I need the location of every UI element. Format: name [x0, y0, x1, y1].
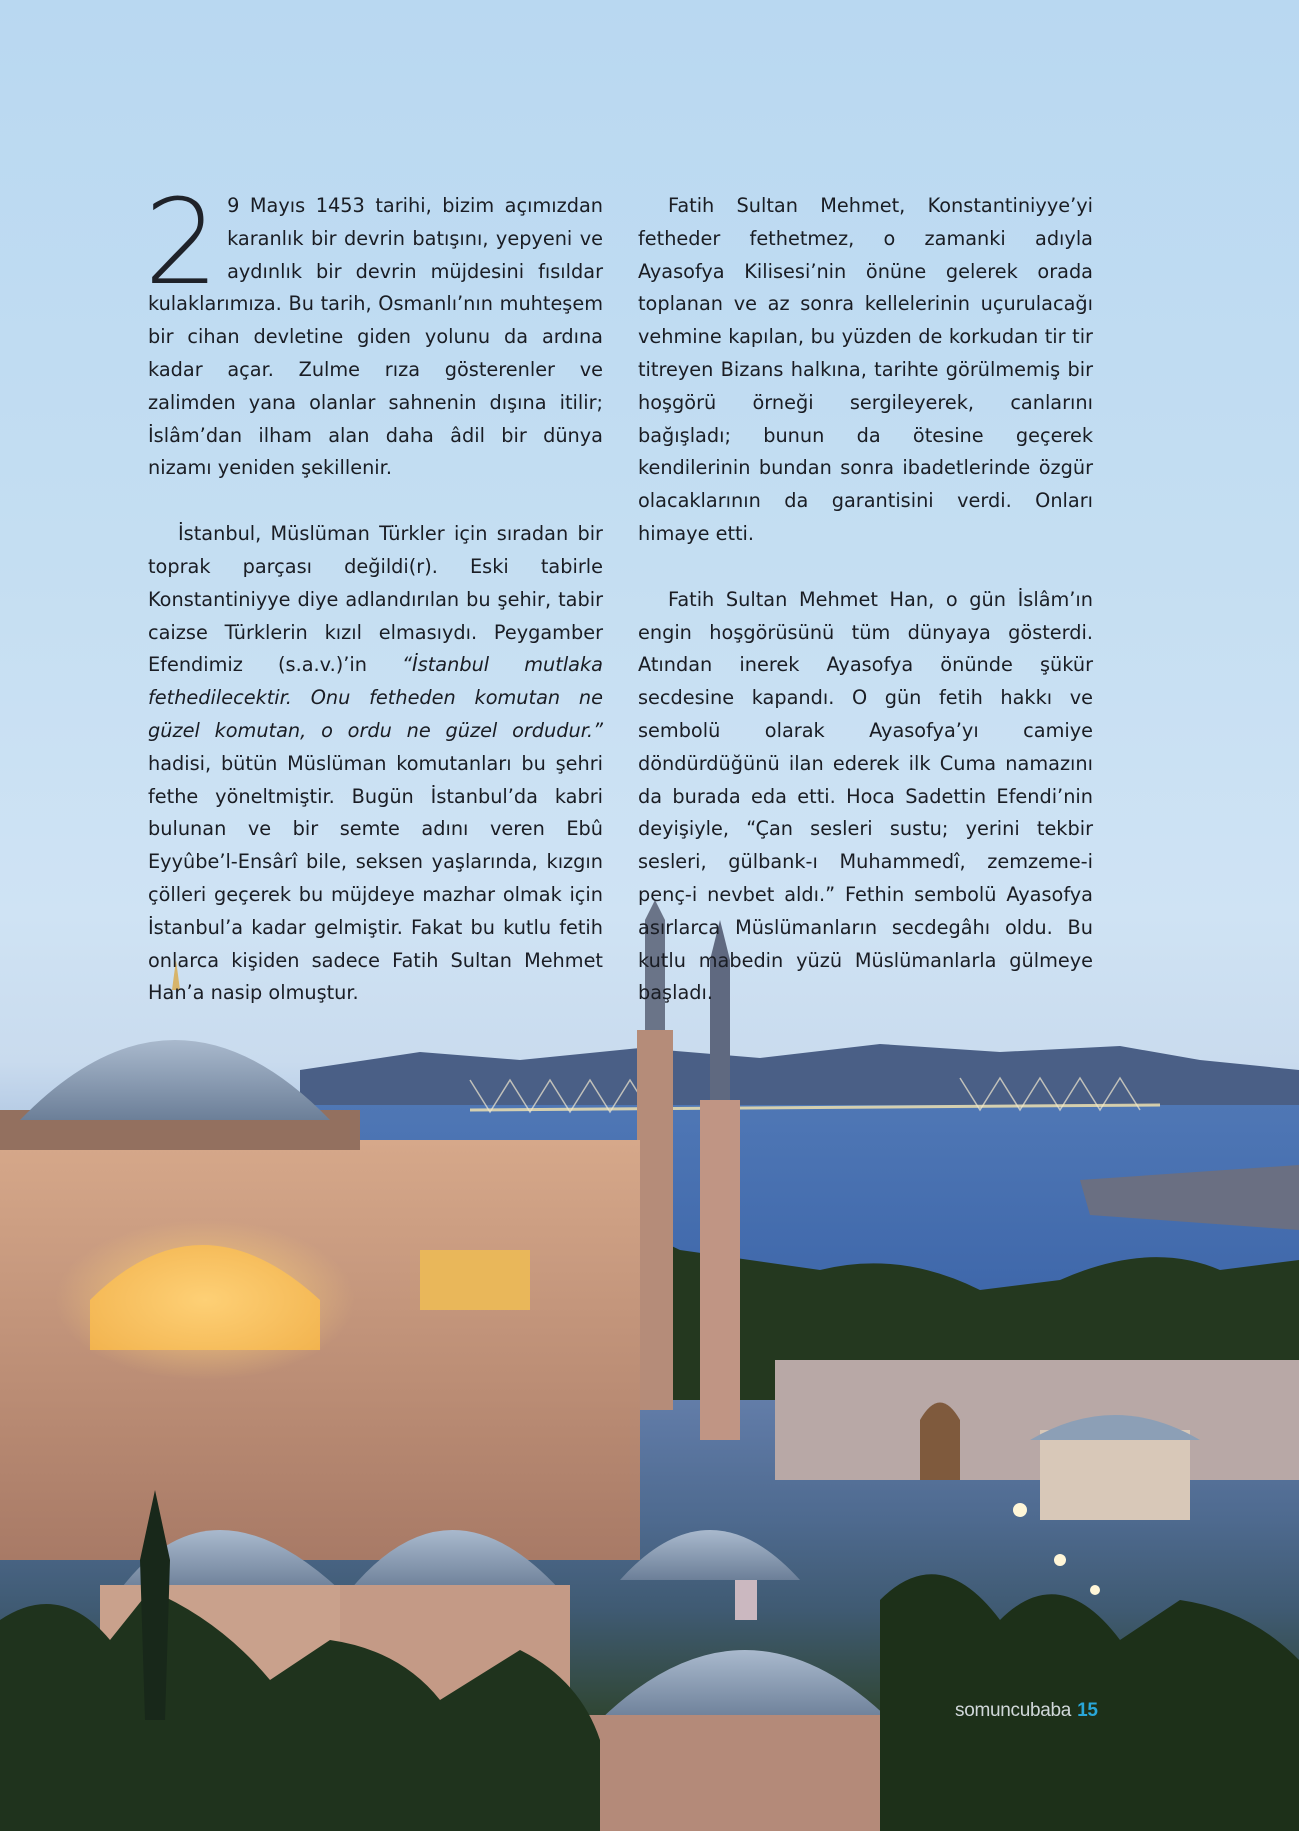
istanbul-text-b: hadisi, bütün Müslüman komutanları bu şehri fethe yöneltmiştir. Bugün İstanbul’da kabri bulunan ve bir semte adını veren Ebû Eyyûbe’l-Ensârî bile, seksen yaşlarında, kızgın çölleri geçerek bu müjdeye mazhar olmak için İstanbul’a kadar gelmiştir. Fakat bu kutlu fetih onlarca kişiden sadece Fatih Sultan Mehmet Han’a nasip olmuştur. [148, 751, 603, 1005]
istanbul-paragraph [148, 518, 603, 1010]
intro-paragraph [144, 173, 603, 485]
page-footer [955, 1700, 1098, 1722]
drop-cap: 2 [144, 173, 220, 311]
tolerance-paragraph: Fatih Sultan Mehmet Han, o gün İslâm’ın engin hoşgörüsünü tüm dünyaya gösterdi. Atından inerek Ayasofya önünde şükür secdesine kapandı. O gün fetih hakkı ve sembolü olarak Ayasofya’yı camiye döndürdüğünü ilan ederek ilk Cuma namazını da burada eda etti. Hoca Sadettin Efendi’nin deyişiyle, “Çan sesleri sustu; yerini tekbir sesleri, gülbank-ı Muhammedî, zemzeme-i penç-i nevbet aldı.” Fethin sembolü Ayasofya asırlarca Müslümanların secdegâhı oldu. Bu kutlu mabedin yüzü Müslümanlarla gülmeye başladı. [638, 587, 1093, 1005]
left-column [144, 173, 603, 1043]
page-number: 15 [1077, 1700, 1098, 1721]
intro-text: 9 Mayıs 1453 tarihi, bizim açımızdan karanlık bir devrin batışını, yepyeni ve aydınlık bir devrin müjdesini fısıldar kulaklarımıza. Bu tarih, Osmanlı’nın muhteşem bir cihan devletine giden yolunu da ardına kadar açar. Zulme rıza gösterenler ve zalimden yana olanlar sahnenin dışına itilir; İslâm’dan ilham alan daha âdil bir dünya nizamı yeniden şekillenir. [148, 194, 603, 480]
conquest-paragraph: Fatih Sultan Mehmet, Konstantiniyye’yi fetheder fethetmez, o zamanki adıyla Ayasofya Kilisesi’nin önüne gelerek orada toplanan ve az sonra kellelerinin uçurulacağı vehmine kapılan, bu yüzden de korkudan tir tir titreyen Bizans halkına, tarihte görülmemiş bir hoşgörü örneği sergileyerek, canlarını bağışladı; bunun da ötesine geçerek kendilerinin bundan sonra ibadetlerinde özgür olacaklarının da garantisini verdi. Onları himaye etti. [638, 194, 1093, 545]
hadith-quote: “İstanbul mutlaka fethedilecektir. Onu fetheden komutan ne güzel komutan, o ordu ne güzel ordudur.” [148, 653, 603, 742]
magazine-name: somuncubaba [955, 1700, 1072, 1721]
istanbul-text-a: İstanbul, Müslüman Türkler için sıradan bir toprak parçası değildi(r). Eski tabirle Konstantiniyye diye adlandırılan bu şehir, tabir caizse Türklerin kızıl elmasıydı. Peygamber Efendimiz (s.a.v.)’in [148, 522, 603, 677]
right-column [638, 190, 1093, 1043]
